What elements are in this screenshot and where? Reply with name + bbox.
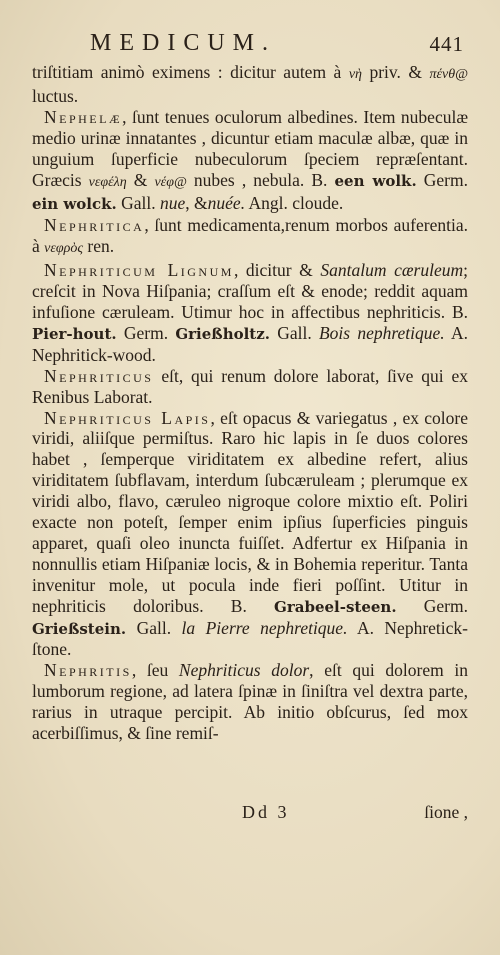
running-head: MEDICUM. bbox=[90, 30, 277, 56]
entry-headword: Nephritica bbox=[44, 215, 145, 236]
greek-term: πένθ@ bbox=[429, 67, 468, 82]
entry-text: Gall. bbox=[116, 193, 160, 214]
greek-term: νεφρὸς bbox=[44, 241, 84, 257]
dictionary-entry bbox=[32, 107, 468, 216]
entry-text: Germ. bbox=[416, 169, 468, 190]
greek-term: νέφ@ bbox=[154, 174, 187, 190]
blackletter-term: Grießholtz. bbox=[175, 324, 270, 343]
entry-text: Gall. bbox=[126, 617, 182, 638]
dictionary-entry bbox=[32, 260, 468, 366]
entry-text: ; creſcit in Nova Hiſpania; craſſum eſt & enode; reddit aquam infuſione cæruleam. Utimur hoc in affectibus nephriticis. B. bbox=[32, 260, 469, 322]
entry-text: , ſeu bbox=[131, 660, 179, 681]
italic-term: Nephriticus dolor bbox=[178, 660, 310, 681]
catchword: ſione , bbox=[424, 802, 468, 822]
entry-text: , eſt qui dolorem in lumborum regione, ad latera ſpinæ in ſiniſtra vel dextra parte, rarius in utraque percipit. Ab initio obſcurus, ſed mox acerbiſſimus, & ſine remiſ- bbox=[32, 660, 468, 744]
entry-headword: Nephriticus bbox=[44, 365, 154, 386]
entry-text: Angl. cloude. bbox=[245, 193, 344, 214]
dictionary-entry bbox=[32, 366, 468, 408]
entry-text: nubes , nebula. B. bbox=[186, 169, 335, 190]
entry-text: , & bbox=[185, 193, 208, 214]
entry-text: Gall. bbox=[269, 322, 319, 343]
entry-text: & bbox=[126, 169, 155, 190]
dictionary-entries bbox=[32, 62, 468, 744]
blackletter-term: Grießstein. bbox=[32, 619, 127, 638]
entry-text: eſt, qui renum dolore laborat, ſive qui ex Renibus Laborat. bbox=[32, 365, 468, 407]
italic-term: Bois nephretique. bbox=[318, 322, 445, 343]
entry-headword: Nephriticus Lapis bbox=[44, 407, 211, 428]
entry-text: A. Nephretick-ſtone. bbox=[32, 617, 468, 660]
dictionary-entry bbox=[32, 215, 468, 260]
greek-term: νὴ bbox=[348, 67, 362, 82]
page-header bbox=[0, 30, 500, 64]
entry-text: ren. bbox=[83, 236, 115, 257]
dictionary-entry bbox=[32, 62, 468, 107]
signature-mark: Dd 3 bbox=[242, 802, 290, 822]
page-footer bbox=[32, 802, 468, 826]
entry-text: Germ. bbox=[396, 595, 468, 616]
entry-text: , dicitur & bbox=[233, 260, 321, 281]
blackletter-term: een wolk. bbox=[334, 171, 417, 190]
dictionary-entry bbox=[32, 408, 468, 661]
entry-text: , ſunt medicamenta,renum morbos auferentia. à bbox=[32, 215, 468, 257]
greek-term: νεφέλη bbox=[88, 174, 127, 190]
italic-term: Santalum cæruleum bbox=[320, 260, 464, 281]
blackletter-term: Grabeel-steen. bbox=[274, 597, 397, 616]
italic-term: la Pierre nephretique. bbox=[181, 617, 348, 638]
entry-text: triſtitiam animò eximens : dicitur autem à bbox=[32, 62, 349, 82]
entry-text: A. Nephritick-wood. bbox=[32, 322, 468, 365]
entry-text: Germ. bbox=[116, 322, 176, 343]
entry-text: , ſunt tenues oculorum albedines. Item nubeculæ medio urinæ innatantes , dicuntur etiam maculæ albæ, quæ in unguium ſuperficie nubeculorum ſpeciem repræſentant. Græcis bbox=[32, 106, 468, 190]
entry-text: luctus. bbox=[32, 85, 79, 106]
blackletter-term: ein wolck. bbox=[32, 195, 117, 214]
page-number: 441 bbox=[429, 32, 464, 56]
entry-text: , eſt opacus & variegatus , ex colore viridi, aliiſque permiſtus. Raro hic lapis in ſe duos colores habet , ſemperque viriditatem ex albedine refert, alius viriditatem ſubflavam, interdum ſubcæruleam ; plerumque ex viridi albo, flavo, cæruleo nigroque colore mixtio eſt. Poliri exacte non poteſt, ſemper enim ipſius ſuperficies pinguis apparet, quaſi oleo inuncta fuiſſet. Adfertur ex Hiſpania in nonnullis etiam Hiſpaniæ locis, & in Bohemia reperitur. Tanta invenitur mole, ut pocula inde fieri poſſint. Utitur in nephriticis doloribus. B. bbox=[32, 407, 468, 616]
dictionary-entry bbox=[32, 660, 468, 744]
blackletter-term: Pier-hout. bbox=[32, 324, 117, 343]
entry-headword: Nephriticum Lignum bbox=[44, 260, 234, 281]
entry-headword: Nephelæ bbox=[44, 106, 123, 127]
italic-term: nue bbox=[160, 193, 186, 214]
italic-term: nuée. bbox=[207, 193, 246, 214]
entry-headword: Nephritis bbox=[44, 660, 132, 681]
entry-text: priv. & bbox=[361, 62, 430, 82]
